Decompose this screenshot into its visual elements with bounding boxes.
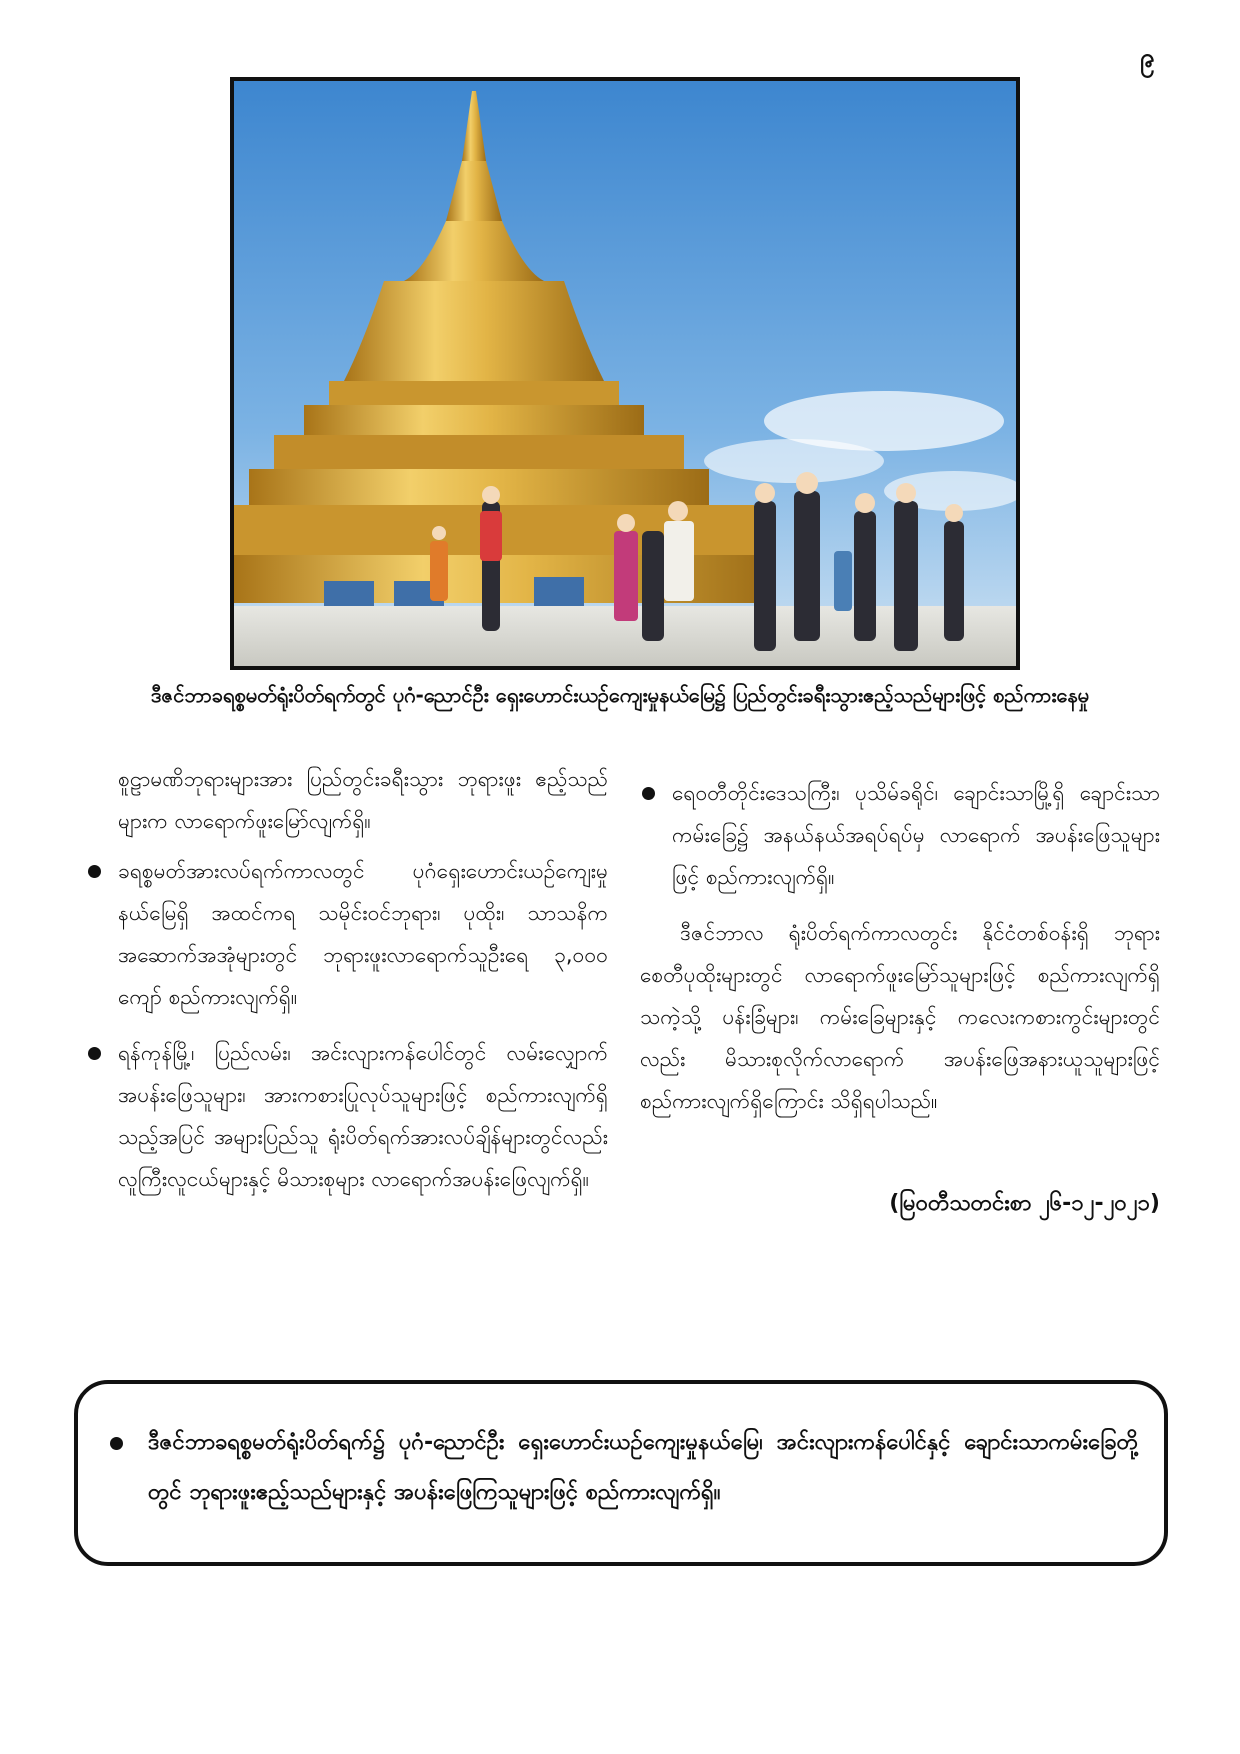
list-item bbox=[640, 772, 1160, 898]
pagoda-photo bbox=[230, 77, 1020, 670]
lead-paragraph: စူဠာမဏိဘုရားများအား ပြည်တွင်းခရီးသွား ဘုရားဖူး ဧည့်သည်များက လာရောက်ဖူးမြော်လျက်ရှိ။ bbox=[118, 767, 608, 833]
bullet-text: ရေဝတီတိုင်းဒေသကြီး၊ ပုသိမ်ခရိုင်၊ ချောင်းသာမြို့ရှိ ချောင်းသာကမ်းခြေ၌ အနယ်နယ်အရပ်ရပ်မှ လာရောက် အပန်းဖြေသူများဖြင့် စည်ကားလျက်ရှိ။ bbox=[672, 781, 1160, 889]
summary-box bbox=[74, 1380, 1168, 1566]
source-citation: (မြဝတီသတင်းစာ ၂၆-၁၂-၂၀၂၁) bbox=[889, 1191, 1160, 1216]
list-item bbox=[86, 1032, 608, 1200]
list-item bbox=[86, 850, 608, 1018]
bullet-icon bbox=[110, 1437, 123, 1450]
photo-caption: ဒီဇင်ဘာခရစ္စမတ်ရုံးပိတ်ရက်တွင် ပုဂံ-ညောင်ဦး ရှေးဟောင်းယဉ်ကျေးမှုနယ်မြေ၌ ပြည်တွင်းခရီးသွားဧည့်သည်များဖြင့် စည်ကားနေမှု bbox=[150, 683, 1090, 707]
pagoda-illustration bbox=[234, 81, 1016, 666]
bullet-text: ရန်ကုန်မြို့၊ ပြည်လမ်း၊ အင်းလျားကန်ပေါင်တွင် လမ်းလျှောက်အပန်းဖြေသူများ၊ အားကစားပြုလုပ်သူများဖြင့် စည်ကားလျက်ရှိသည့်အပြင် အများပြည်သူ ရုံးပိတ်ရက်အားလပ်ချိန်များတွင်လည်း လူကြီးလူငယ်များနှင့် မိသားစုများ လာရောက်အပန်းဖြေလျက်ရှိ။ bbox=[118, 1041, 608, 1191]
bullet-icon bbox=[88, 1047, 101, 1060]
list-item bbox=[104, 1418, 1138, 1518]
body-paragraph: ဒီဇင်ဘာလ ရုံးပိတ်ရက်ကာလတွင်း နိုင်ငံတစ်ဝန်းရှိ ဘုရားစေတီပုထိုးများတွင် လာရောက်ဖူးမြော်သူများဖြင့် စည်ကားလျက်ရှိသကဲ့သို့ ပန်းခြံများ၊ ကမ်းခြေများနှင့် ကလေးကစားကွင်းများတွင်လည်း မိသားစုလိုက်လာရောက် အပန်းဖြေအနားယူသူများဖြင့် စည်ကားလျက်ရှိကြောင်း သိရှိရပါသည်။ bbox=[640, 921, 1160, 1113]
left-column bbox=[86, 758, 608, 1214]
summary-text: ဒီဇင်ဘာခရစ္စမတ်ရုံးပိတ်ရက်၌ ပုဂံ-ညောင်ဦး ရှေးဟောင်းယဉ်ကျေးမှုနယ်မြေ၊ အင်းလျားကန်ပေါင်နှင့် ချောင်းသာကမ်းခြေတို့တွင် ဘုရားဖူးဧည့်သည်များနှင့် အပန်းဖြေကြသူများဖြင့် စည်ကားလျက်ရှိ။ bbox=[148, 1430, 1138, 1505]
right-column bbox=[640, 772, 1160, 1130]
bullet-text: ခရစ္စမတ်အားလပ်ရက်ကာလတွင် ပုဂံရှေးဟောင်းယဉ်ကျေးမှုနယ်မြေရှိ အထင်ကရ သမိုင်းဝင်ဘုရား၊ ပုထိုး၊ သာသနိက အဆောက်အအုံများတွင် ဘုရားဖူးလာရောက်သူဦးရေ ၃,၀၀၀ ကျော် စည်ကားလျက်ရှိ။ bbox=[118, 859, 608, 1009]
bullet-icon bbox=[642, 787, 655, 800]
bullet-icon bbox=[88, 865, 101, 878]
page-number: ၉ bbox=[1140, 43, 1155, 73]
